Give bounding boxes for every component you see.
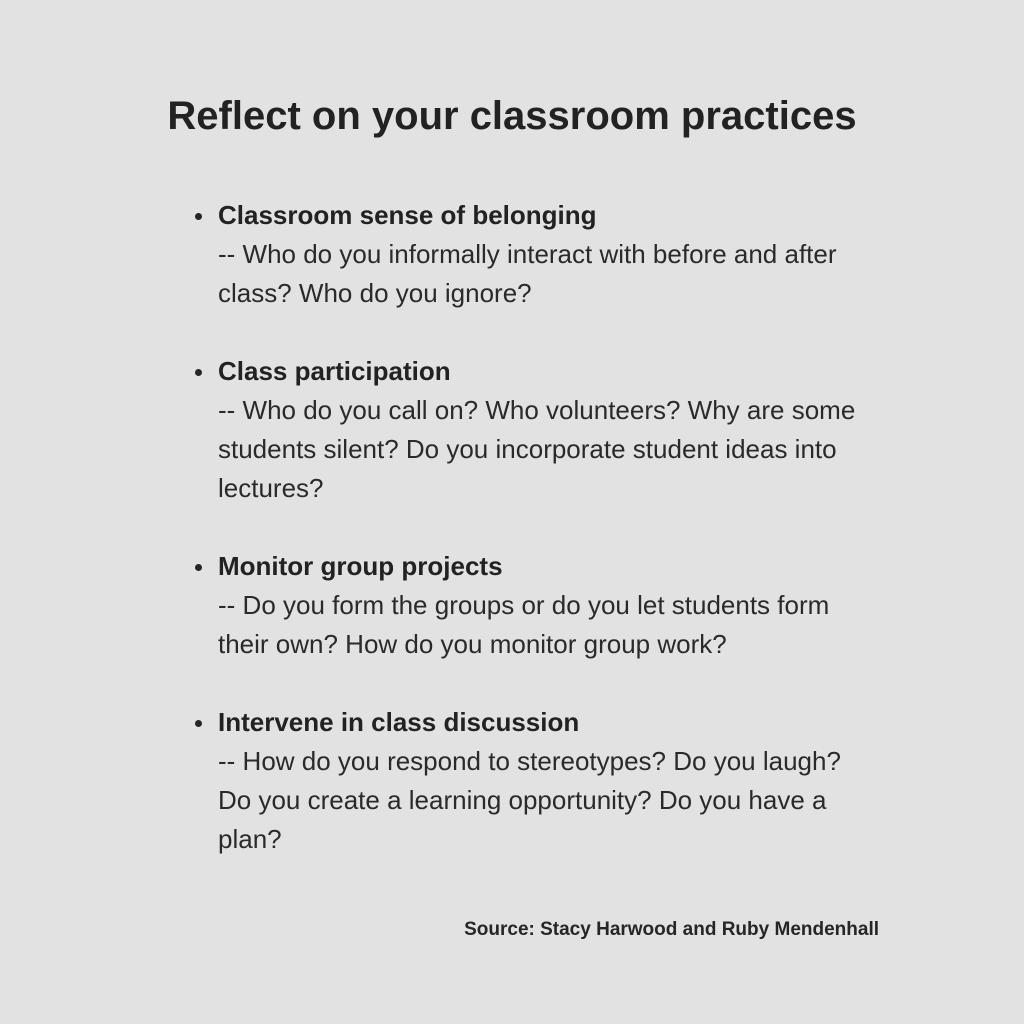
list-item-group-projects (218, 547, 858, 664)
practice-list (218, 196, 858, 898)
page-title: Reflect on your classroom practices (167, 94, 857, 138)
item-heading: Class participation (218, 356, 451, 386)
list-item-belonging (218, 196, 858, 313)
list-item-participation (218, 352, 858, 508)
item-body: -- How do you respond to stereotypes? Do you laugh? Do you create a learning opportunity? Do you have a plan? (218, 746, 841, 854)
list-item-discussion (218, 703, 858, 859)
item-body: -- Who do you informally interact with before and after class? Who do you ignore? (218, 239, 837, 308)
item-heading: Classroom sense of belonging (218, 200, 597, 230)
source-credit: Source: Stacy Harwood and Ruby Mendenhall (464, 919, 879, 940)
item-heading: Monitor group projects (218, 551, 503, 581)
item-heading: Intervene in class discussion (218, 707, 580, 737)
item-body: -- Do you form the groups or do you let students form their own? How do you monitor group work? (218, 590, 830, 659)
item-body: -- Who do you call on? Who volunteers? Why are some students silent? Do you incorporate student ideas into lectures? (218, 395, 856, 503)
